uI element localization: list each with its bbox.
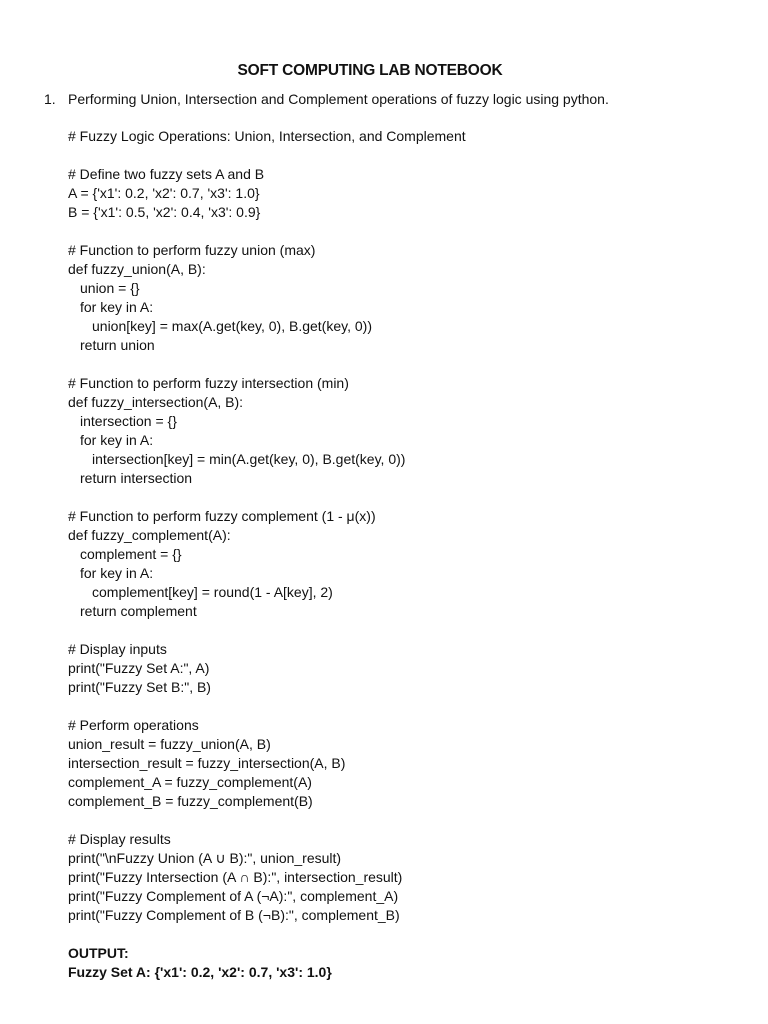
code-line: union_result = fuzzy_union(A, B) <box>68 736 271 752</box>
code-line: union = {} <box>80 280 140 296</box>
code-line: print("\nFuzzy Union (A ∪ B):", union_result) <box>68 850 342 866</box>
code-line: complement = {} <box>80 546 182 562</box>
code-line: print("Fuzzy Set B:", B) <box>68 679 211 695</box>
code-line: complement_B = fuzzy_complement(B) <box>68 793 313 809</box>
blank-line <box>68 697 466 716</box>
code-comment-line: # Fuzzy Logic Operations: Union, Intersection, and Complement <box>68 128 466 144</box>
blank-line <box>68 925 466 944</box>
code-line: B = {'x1': 0.5, 'x2': 0.4, 'x3': 0.9} <box>68 204 261 220</box>
blank-line <box>68 146 466 165</box>
code-block <box>68 127 466 982</box>
page-title: SOFT COMPUTING LAB NOTEBOOK <box>237 62 503 79</box>
code-line: union[key] = max(A.get(key, 0), B.get(key, 0)) <box>92 318 372 334</box>
blank-line <box>68 355 466 374</box>
code-line: def fuzzy_intersection(A, B): <box>68 394 244 410</box>
output-line: Fuzzy Set A: {'x1': 0.2, 'x2': 0.7, 'x3': 1.0} <box>68 964 332 980</box>
code-line: for key in A: <box>80 432 154 448</box>
list-item-number: 1. <box>44 91 56 107</box>
list-item-text: Performing Union, Intersection and Complement operations of fuzzy logic using python. <box>68 91 609 107</box>
code-comment-line: # Define two fuzzy sets A and B <box>68 166 265 182</box>
code-line: complement[key] = round(1 - A[key], 2) <box>92 584 333 600</box>
code-line: def fuzzy_complement(A): <box>68 527 231 543</box>
code-comment-line: # Display inputs <box>68 641 167 657</box>
code-comment-line: # Function to perform fuzzy complement (1 - μ(x)) <box>68 508 376 524</box>
code-line: print("Fuzzy Complement of A (¬A):", complement_A) <box>68 888 399 904</box>
code-line: print("Fuzzy Set A:", A) <box>68 660 210 676</box>
code-line: for key in A: <box>80 299 154 315</box>
blank-line <box>68 621 466 640</box>
code-line: complement_A = fuzzy_complement(A) <box>68 774 312 790</box>
output-label: OUTPUT: <box>68 945 129 961</box>
code-comment-line: # Display results <box>68 831 171 847</box>
code-line: for key in A: <box>80 565 154 581</box>
code-line: return intersection <box>80 470 193 486</box>
code-line: intersection_result = fuzzy_intersection(A, B) <box>68 755 346 771</box>
code-line: def fuzzy_union(A, B): <box>68 261 206 277</box>
code-comment-line: # Function to perform fuzzy union (max) <box>68 242 316 258</box>
blank-line <box>68 222 466 241</box>
blank-line <box>68 488 466 507</box>
code-line: intersection = {} <box>80 413 177 429</box>
code-line: print("Fuzzy Complement of B (¬B):", complement_B) <box>68 907 400 923</box>
code-comment-line: # Function to perform fuzzy intersection (min) <box>68 375 349 391</box>
code-line: print("Fuzzy Intersection (A ∩ B):", intersection_result) <box>68 869 403 885</box>
blank-line <box>68 811 466 830</box>
code-line: return complement <box>80 603 197 619</box>
code-line: return union <box>80 337 155 353</box>
code-line: A = {'x1': 0.2, 'x2': 0.7, 'x3': 1.0} <box>68 185 260 201</box>
code-comment-line: # Perform operations <box>68 717 199 733</box>
code-line: intersection[key] = min(A.get(key, 0), B.get(key, 0)) <box>92 451 406 467</box>
